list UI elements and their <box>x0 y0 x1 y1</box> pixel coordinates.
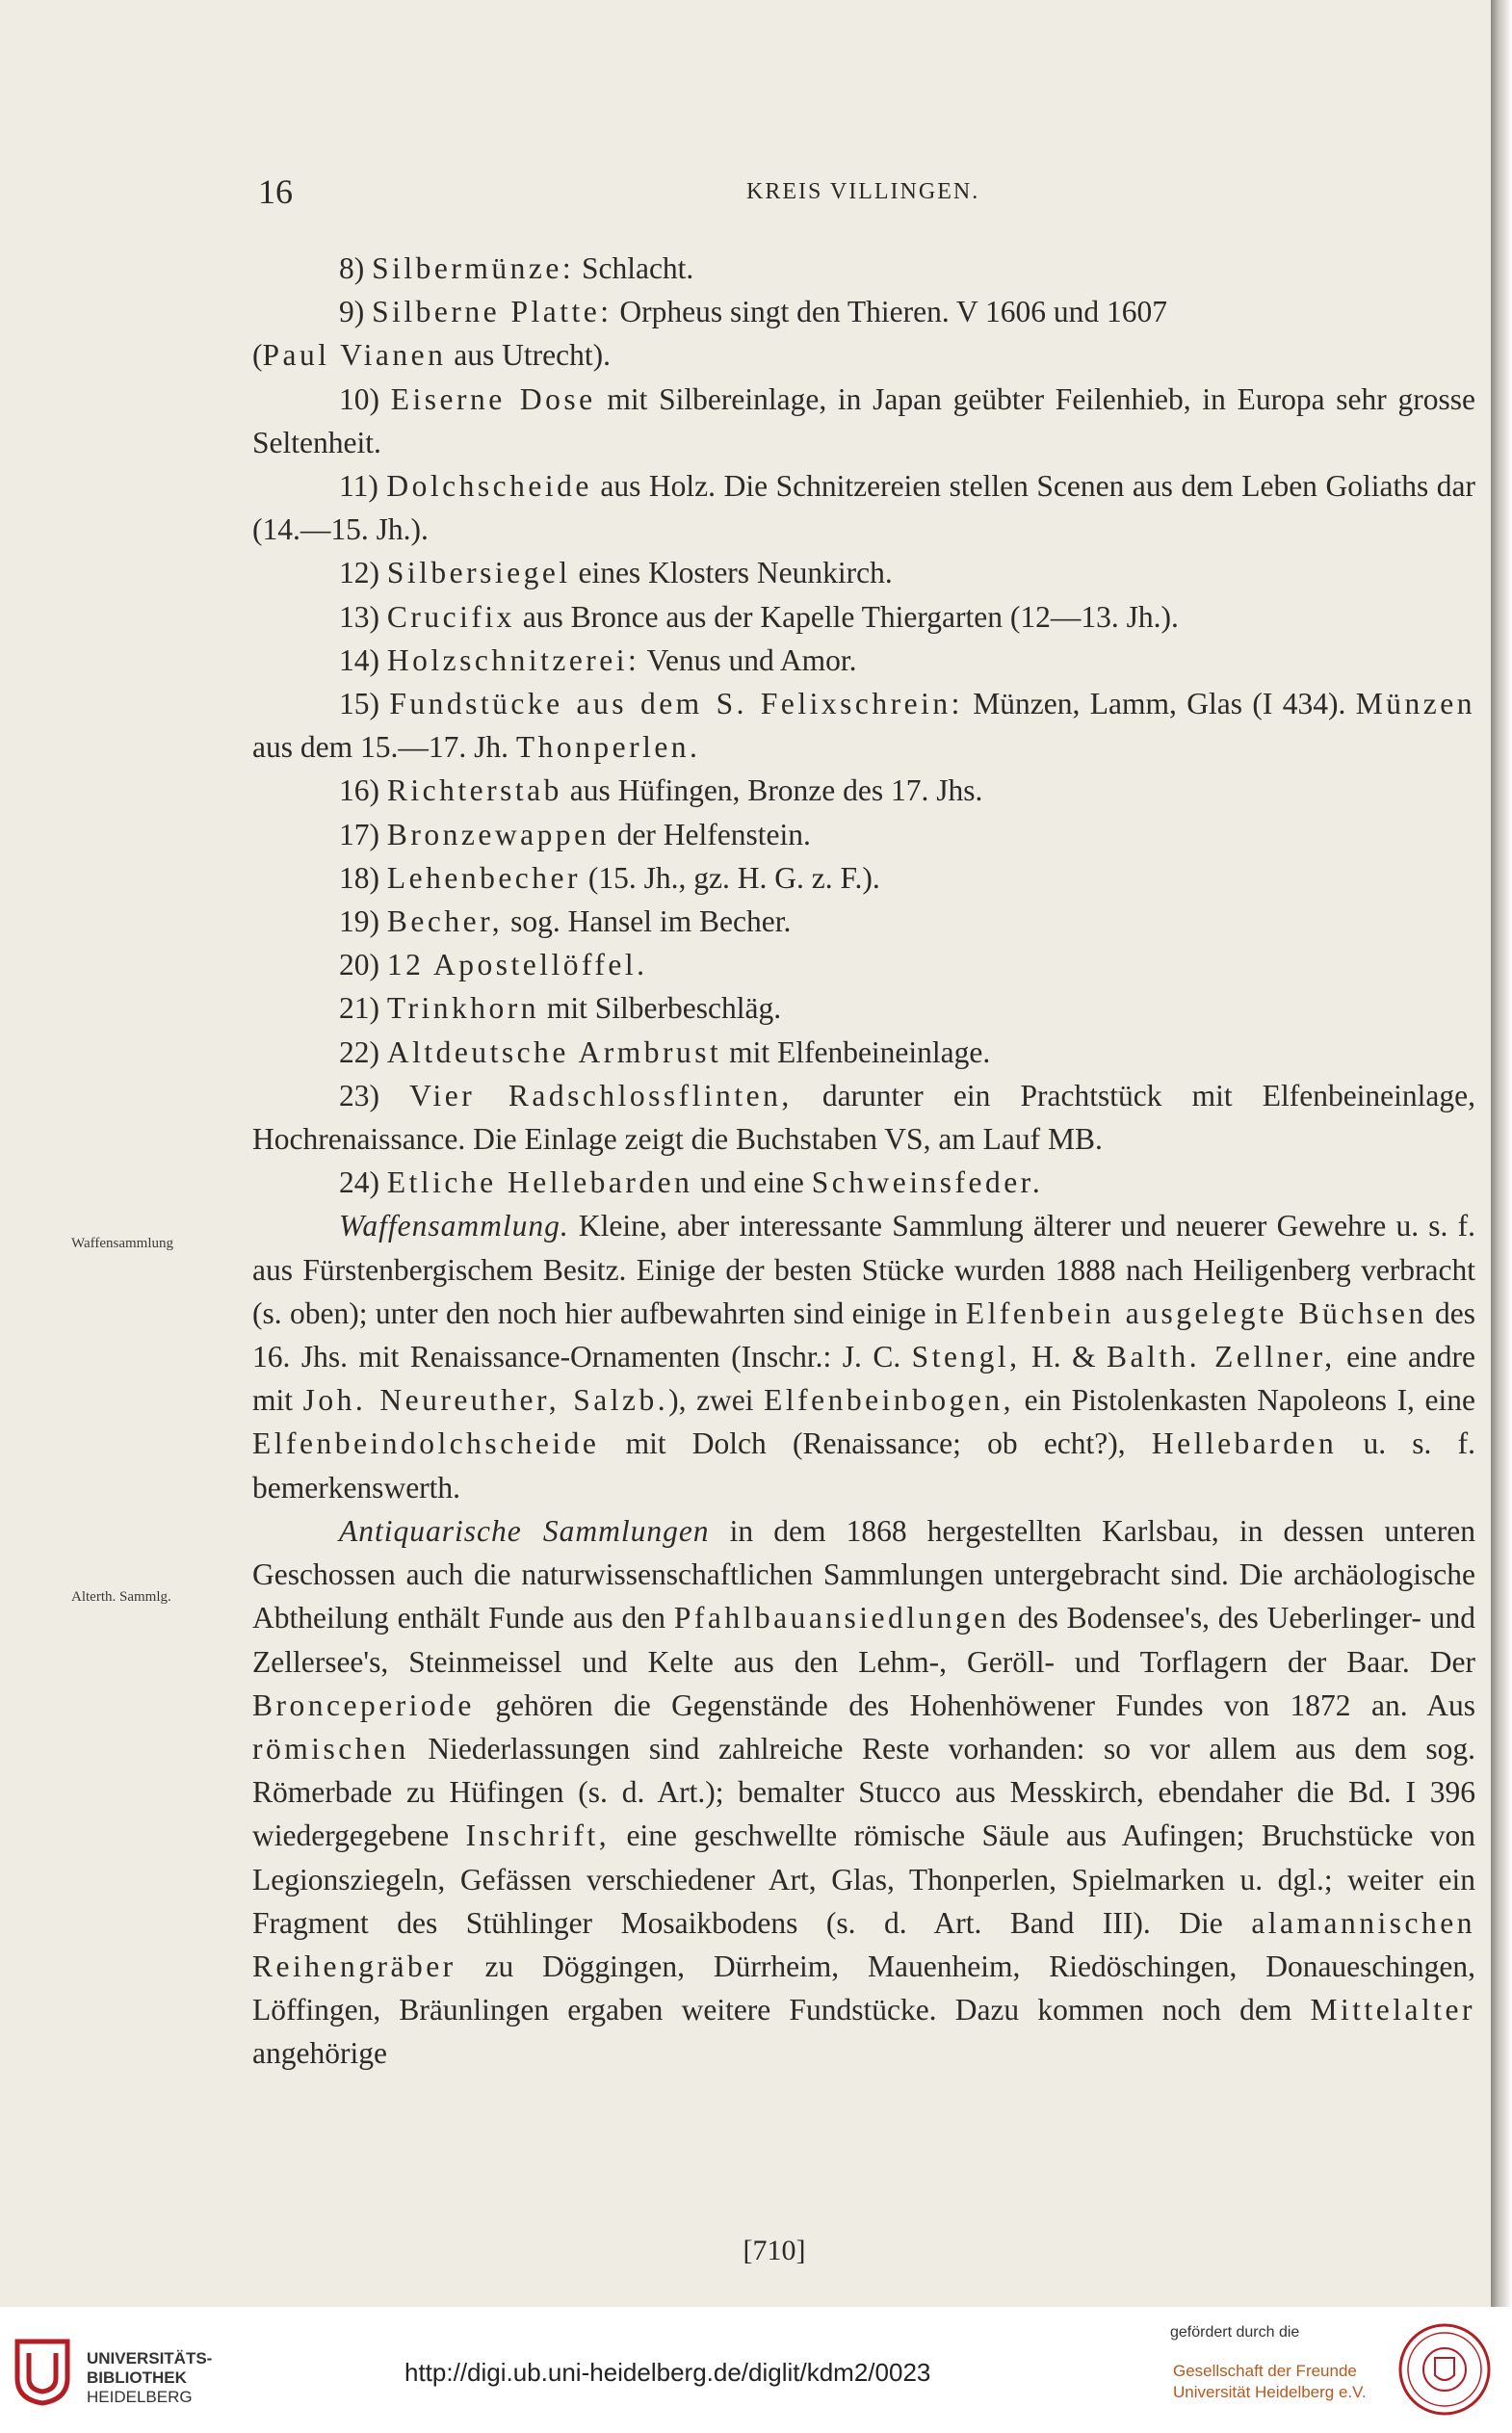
list-item: 18) Lehenbecher (15. Jh., gz. H. G. z. F.). <box>339 860 880 895</box>
list-item: 13) Crucifix aus Bronce aus der Kapelle Thiergarten (12—13. Jh.). <box>339 599 1179 634</box>
paragraph-waffensammlung: Waffensammlung. Kleine, aber interessante Sammlung älterer und neuerer Gewehre u. s. f. aus Fürstenbergischem Besitz. Einige der besten Stücke wurden 1888 nach Heiligenberg verbracht (s. oben); unter den noch hier aufbewahrten sind einige in Elfenbein ausgelegte Büchsen des 16. Jhs. mit Renaissance-Ornamenten (Inschr.: J. C. Stengl, H. & Balth. Zellner, eine andre mit Joh. Neureuther, Salzb.), zwei Elfenbeinbogen, ein Pistolenkasten Napoleons I, eine Elfenbeindolchscheide mit Dolch (Renaissance; ob echt?), Hellebarden u. s. f. bemerkenswerth. <box>252 1209 1476 1504</box>
university-library-name: UNIVERSITÄTS- BIBLIOTHEK HEIDELBERG <box>87 2349 213 2406</box>
list-item: 21) Trinkhorn mit Silberbeschläg. <box>339 991 782 1026</box>
list-item: 9) Silberne Platte: Orpheus singt den Thieren. V 1606 und 1607 <box>339 295 1168 329</box>
page-edge-shadow <box>1491 0 1512 2307</box>
university-library-logo-icon[interactable] <box>12 2336 73 2407</box>
body-text <box>252 247 1475 2076</box>
list-item: 22) Altdeutsche Armbrust mit Elfenbeineinlage. <box>339 1034 991 1069</box>
list-item: 20) 12 Apostellöffel. <box>339 948 648 982</box>
university-seal-icon[interactable] <box>1396 2321 1493 2418</box>
list-item: 10) Eiserne Dose mit Silbereinlage, in Japan geübter Feilenhieb, in Europa sehr grosse Seltenheit. <box>252 381 1475 459</box>
sponsor-name-line2[interactable]: Universität Heidelberg e.V. <box>1173 2383 1367 2401</box>
page-reference: [710] <box>743 2235 806 2266</box>
list-item-continuation: (Paul Vianen aus Utrecht). <box>252 338 611 373</box>
page-number: 16 <box>258 172 293 211</box>
paragraph-antiquarische-sammlungen: Antiquarische Sammlungen in dem 1868 hergestellten Karlsbau, in dessen unteren Geschossen auch die naturwissenschaftlichen Sammlungen untergebracht sind. Die archäologische Abtheilung enthält Funde aus den Pfahlbauansiedlungen des Bodensee's, des Ueberlinger- und Zellersee's, Steinmeissel und Kelte aus den Lehm-, Geröll- und Torflagern der Baar. Der Bronceperiode gehören die Gegenstände des Hohenhöwener Fundes von 1872 an. Aus römischen Niederlassungen sind zahlreiche Reste vorhanden: so vor allem aus dem sog. Römerbade zu Hüfingen (s. d. Art.); bemalter Stucco aus Messkirch, ebendaher die Bd. I 396 wiedergegebene Inschrift, eine geschwellte römische Säule aus Aufingen; Bruchstücke von Legionsziegeln, Gefässen verschiedener Art, Glas, Thonperlen, Spielmarken u. dgl.; weiter ein Fragment des Stühlinger Mosaikbodens (s. d. Art. Band III). Die alamannischen Reihengräber zu Döggingen, Dürrheim, Mauenheim, Riedöschingen, Donaueschingen, Löffingen, Bräunlingen ergaben weitere Fundstücke. Dazu kommen noch dem Mittelalter angehörige <box>252 1513 1475 2071</box>
list-item: 16) Richterstab aus Hüfingen, Bronze des 17. Jhs. <box>339 773 983 808</box>
list-item: 11) Dolchscheide aus Holz. Die Schnitzereien stellen Scenen aus dem Leben Goliaths dar (14.—15. Jh.). <box>252 469 1476 547</box>
list-item: 8) Silbermünze: Schlacht. <box>339 251 694 285</box>
list-item: 19) Becher, sog. Hansel im Becher. <box>339 904 792 939</box>
list-item: 23) Vier Radschlossflinten, darunter ein Prachtstück mit Elfenbeineinlage, Hochrenaissance. Die Einlage zeigt die Buchstaben VS, am Lauf MB. <box>252 1078 1476 1157</box>
list-item: 12) Silbersiegel eines Klosters Neunkirch. <box>339 556 893 590</box>
permalink-url[interactable]: http://digi.ub.uni-heidelberg.de/diglit/kdm2/0023 <box>404 2358 931 2387</box>
list-item: 17) Bronzewappen der Helfenstein. <box>339 817 811 851</box>
list-item: 15) Fundstücke aus dem S. Felixschrein: Münzen, Lamm, Glas (I 434). Münzen aus dem 15.—17. Jh. Thonperlen. <box>252 687 1476 765</box>
margin-note-alterth-sammlg: Alterth. Sammlg. <box>71 1589 171 1605</box>
list-item: 14) Holzschnitzerei: Venus und Amor. <box>339 642 857 677</box>
sponsor-name-line1[interactable]: Gesellschaft der Freunde <box>1173 2362 1357 2380</box>
running-head: KREIS VILLINGEN. <box>746 179 980 204</box>
sponsor-label: gefördert durch die <box>1170 2324 1300 2341</box>
margin-note-waffensammlung: Waffensammlung <box>71 1236 173 1251</box>
list-item: 24) Etliche Hellebarden und eine Schweinsfeder. <box>339 1165 1044 1200</box>
